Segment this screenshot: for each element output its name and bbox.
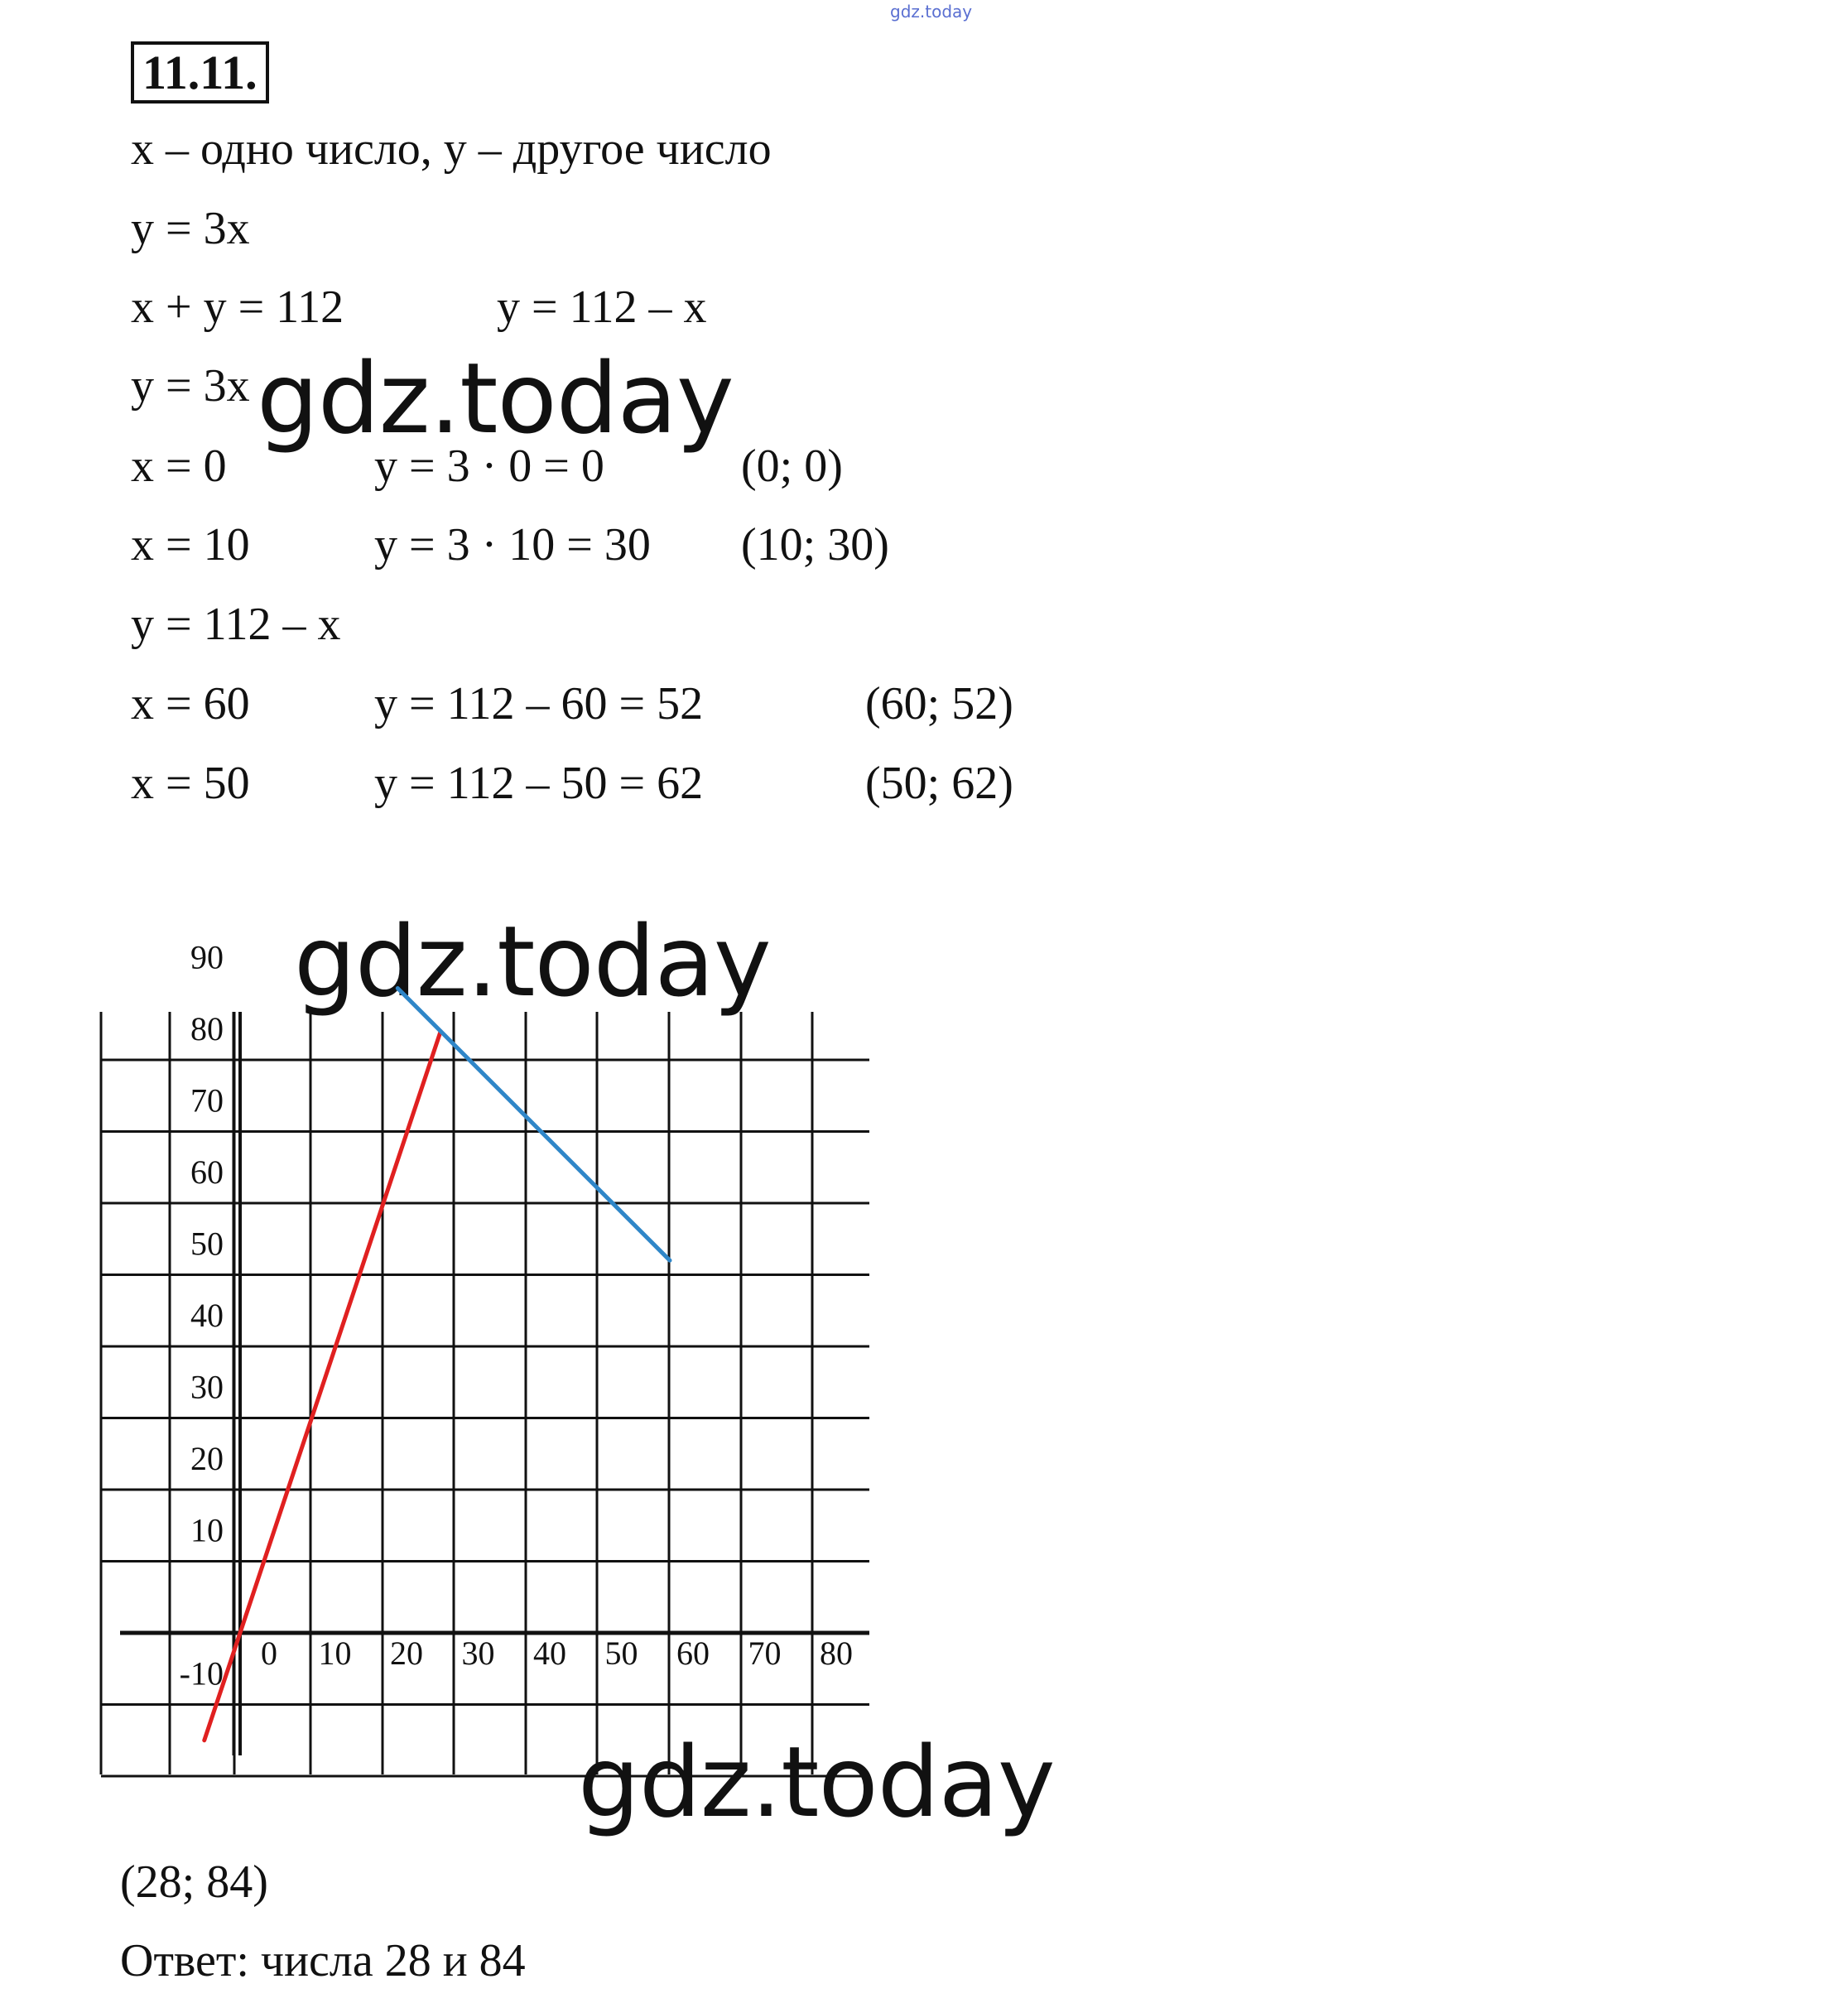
x-tick-label: 30: [461, 1635, 495, 1672]
row-4-point: (50; 62): [865, 758, 1013, 809]
y-tick-label: 20: [190, 1440, 224, 1477]
x-tick-label: 0: [261, 1635, 277, 1672]
row-1-y: y = 3 · 0 = 0: [374, 441, 604, 492]
y-tick-label: 50: [190, 1225, 224, 1263]
y-tick-label: 70: [190, 1081, 224, 1119]
row-4-y: y = 112 – 50 = 62: [374, 758, 704, 809]
row-3-x: x = 60: [131, 678, 250, 729]
row-3-y: y = 112 – 60 = 52: [374, 678, 704, 729]
text-line-3b: y = 112 – x: [497, 282, 707, 333]
watermark-3: gdz.today: [578, 1725, 1055, 1839]
x-tick-label: 10: [318, 1635, 352, 1672]
y-tick-label: -10: [179, 1654, 224, 1692]
answer: Ответ: числа 28 и 84: [120, 1935, 526, 1986]
problem-number: 11.11.: [131, 41, 269, 104]
row-3-point: (60; 52): [865, 678, 1013, 729]
y-tick-label: 30: [190, 1368, 224, 1406]
text-line-2: y = 3x: [131, 203, 250, 254]
text-line-7: y = 112 – x: [131, 599, 341, 650]
watermark-small: gdz.today: [890, 2, 973, 22]
x-tick-label: 80: [820, 1635, 853, 1672]
graph-series: [205, 989, 670, 1741]
x-tick-label: 60: [676, 1635, 710, 1672]
watermark-1: gdz.today: [257, 341, 734, 455]
x-tick-label: 20: [390, 1635, 423, 1672]
row-1-x: x = 0: [131, 441, 227, 492]
row-2-x: x = 10: [131, 519, 250, 571]
text-line-4: y = 3x: [131, 360, 250, 412]
row-2-point: (10; 30): [741, 519, 889, 571]
watermark-2: gdz.today: [294, 904, 771, 1018]
y-tick-label: 80: [190, 1010, 224, 1047]
series-line: [397, 989, 670, 1261]
x-tick-label: 50: [604, 1635, 638, 1672]
row-1-point: (0; 0): [741, 441, 843, 492]
x-tick-label: 40: [533, 1635, 566, 1672]
y-tick-label: 60: [190, 1153, 224, 1191]
intersection-point: (28; 84): [120, 1856, 268, 1908]
y-tick-label: 10: [190, 1511, 224, 1549]
row-2-y: y = 3 · 10 = 30: [374, 519, 651, 571]
text-line-3a: x + y = 112: [131, 282, 344, 333]
y-tick-label: 40: [190, 1297, 224, 1334]
x-tick-labels: [261, 1635, 853, 1672]
text-line-1: x – одно число, y – другое число: [131, 123, 772, 175]
x-tick-label: 70: [748, 1635, 782, 1672]
row-4-x: x = 50: [131, 758, 250, 809]
y-tick-label: 90: [190, 938, 224, 976]
y-tick-labels: [180, 939, 224, 1692]
